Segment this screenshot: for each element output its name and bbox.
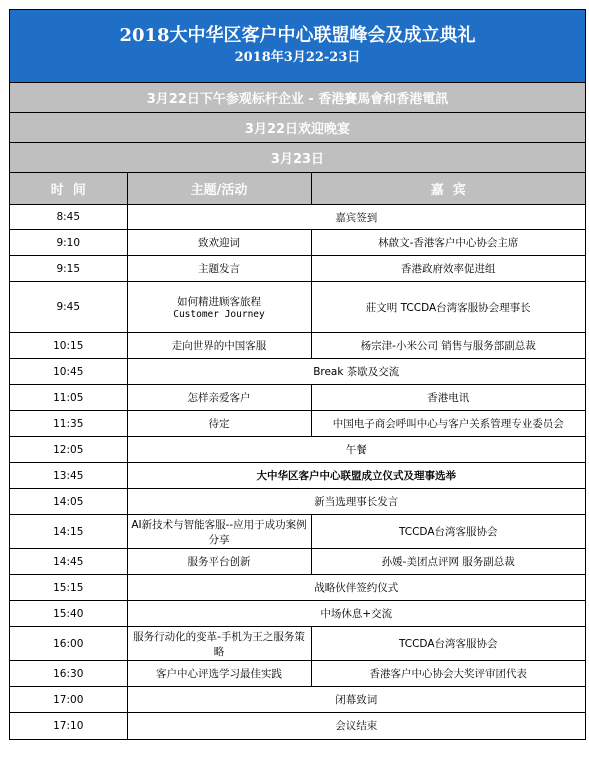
schedule-row: [10, 549, 585, 575]
dinner-band: 3月22日欢迎晚宴: [10, 113, 585, 143]
row-topic: [127, 230, 311, 256]
row-guest: 香港电讯: [311, 385, 585, 411]
row-guest: 林啟文-香港客户中心协会主席: [311, 230, 585, 256]
header-row: [10, 173, 585, 205]
row-activity: 嘉宾签到: [127, 205, 585, 230]
row-guest: 莊文明 TCCDA台湾客服协会理事长: [311, 282, 585, 333]
row-time: 15:15: [10, 575, 127, 601]
row-time: 10:15: [10, 333, 127, 359]
row-time: 13:45: [10, 463, 127, 489]
row-time: 14:15: [10, 515, 127, 549]
row-topic-text: 主题发言: [198, 263, 240, 275]
row-topic: [127, 515, 311, 549]
visit-band: 3月22日下午参观标杆企业 - 香港賽馬會和香港電訊: [10, 83, 585, 113]
row-time: 10:45: [10, 359, 127, 385]
schedule-row: [10, 205, 585, 230]
schedule-row: [10, 713, 585, 739]
schedule-table: [10, 173, 585, 739]
schedule-row: [10, 575, 585, 601]
row-topic: [127, 627, 311, 661]
row-topic: [127, 661, 311, 687]
row-time: 16:00: [10, 627, 127, 661]
row-activity: 闭幕致词: [127, 687, 585, 713]
schedule-row: [10, 601, 585, 627]
row-time: 9:45: [10, 282, 127, 333]
row-time: 14:45: [10, 549, 127, 575]
row-topic-text: 待定: [208, 418, 230, 430]
schedule-row: [10, 437, 585, 463]
row-topic-text: 走向世界的中国客服: [171, 340, 267, 352]
row-time: 12:05: [10, 437, 127, 463]
schedule-row: [10, 230, 585, 256]
row-topic: [127, 333, 311, 359]
schedule-row: [10, 515, 585, 549]
row-activity: Break 茶歇及交流: [127, 359, 585, 385]
row-topic-text: 如何精进顾客旅程: [177, 296, 261, 308]
row-guest: TCCDA台湾客服协会: [311, 515, 585, 549]
row-guest: 孙媛-美团点评网 服务副总裁: [311, 549, 585, 575]
row-topic-text: 致欢迎词: [198, 237, 240, 249]
schedule-row: [10, 687, 585, 713]
row-topic: [127, 549, 311, 575]
schedule-row: [10, 463, 585, 489]
row-topic: [127, 385, 311, 411]
row-time: 9:10: [10, 230, 127, 256]
row-activity: 会议结束: [127, 713, 585, 739]
schedule-row: [10, 661, 585, 687]
title-block: [10, 10, 585, 83]
row-topic: [127, 256, 311, 282]
row-activity: 战略伙伴签约仪式: [127, 575, 585, 601]
row-time: 11:05: [10, 385, 127, 411]
row-time: 15:40: [10, 601, 127, 627]
schedule-row: [10, 333, 585, 359]
event-title: 2018大中华区客户中心联盟峰会及成立典礼: [119, 25, 476, 46]
row-time: 17:00: [10, 687, 127, 713]
header-guest: 嘉 宾: [311, 173, 585, 205]
agenda-sheet: [9, 9, 586, 740]
row-topic-text: 客户中心评选学习最佳实践: [156, 668, 282, 680]
row-topic: [127, 411, 311, 437]
row-time: 8:45: [10, 205, 127, 230]
row-guest: 中国电子商会呼叫中心与客户关系管理专业委员会: [311, 411, 585, 437]
row-guest: 杨宗津-小米公司 销售与服务部副总裁: [311, 333, 585, 359]
row-guest: 香港政府效率促进组: [311, 256, 585, 282]
row-activity: 午餐: [127, 437, 585, 463]
row-topic-text: 服务行动化的变革-手机为王之服务策略: [133, 630, 305, 658]
row-topic-english: Customer Journey: [173, 309, 265, 320]
row-topic: [127, 282, 311, 333]
row-topic-text: 怎样亲爱客户: [187, 392, 251, 404]
row-topic-text: AI新技术与智能客服--应用于成功案例分享: [131, 518, 307, 546]
row-topic-text: 服务平台创新: [187, 556, 251, 568]
schedule-row: [10, 411, 585, 437]
row-time: 11:35: [10, 411, 127, 437]
header-topic: 主题/活动: [127, 173, 311, 205]
row-time: 17:10: [10, 713, 127, 739]
schedule-row: [10, 282, 585, 333]
row-time: 16:30: [10, 661, 127, 687]
header-time: 时 间: [10, 173, 127, 205]
row-guest: 香港客户中心协会大奖评审团代表: [311, 661, 585, 687]
row-time: 14:05: [10, 489, 127, 515]
schedule-row: [10, 489, 585, 515]
schedule-row: [10, 359, 585, 385]
day2-band: 3月23日: [10, 143, 585, 173]
row-activity: 大中华区客户中心联盟成立仪式及理事选举: [127, 463, 585, 489]
row-guest: TCCDA台湾客服协会: [311, 627, 585, 661]
schedule-row: [10, 256, 585, 282]
schedule-row: [10, 385, 585, 411]
schedule-row: [10, 627, 585, 661]
row-activity: 新当选理事长发言: [127, 489, 585, 515]
row-time: 9:15: [10, 256, 127, 282]
event-dates: 2018年3月22-23日: [234, 50, 361, 65]
row-activity: 中场休息+交流: [127, 601, 585, 627]
